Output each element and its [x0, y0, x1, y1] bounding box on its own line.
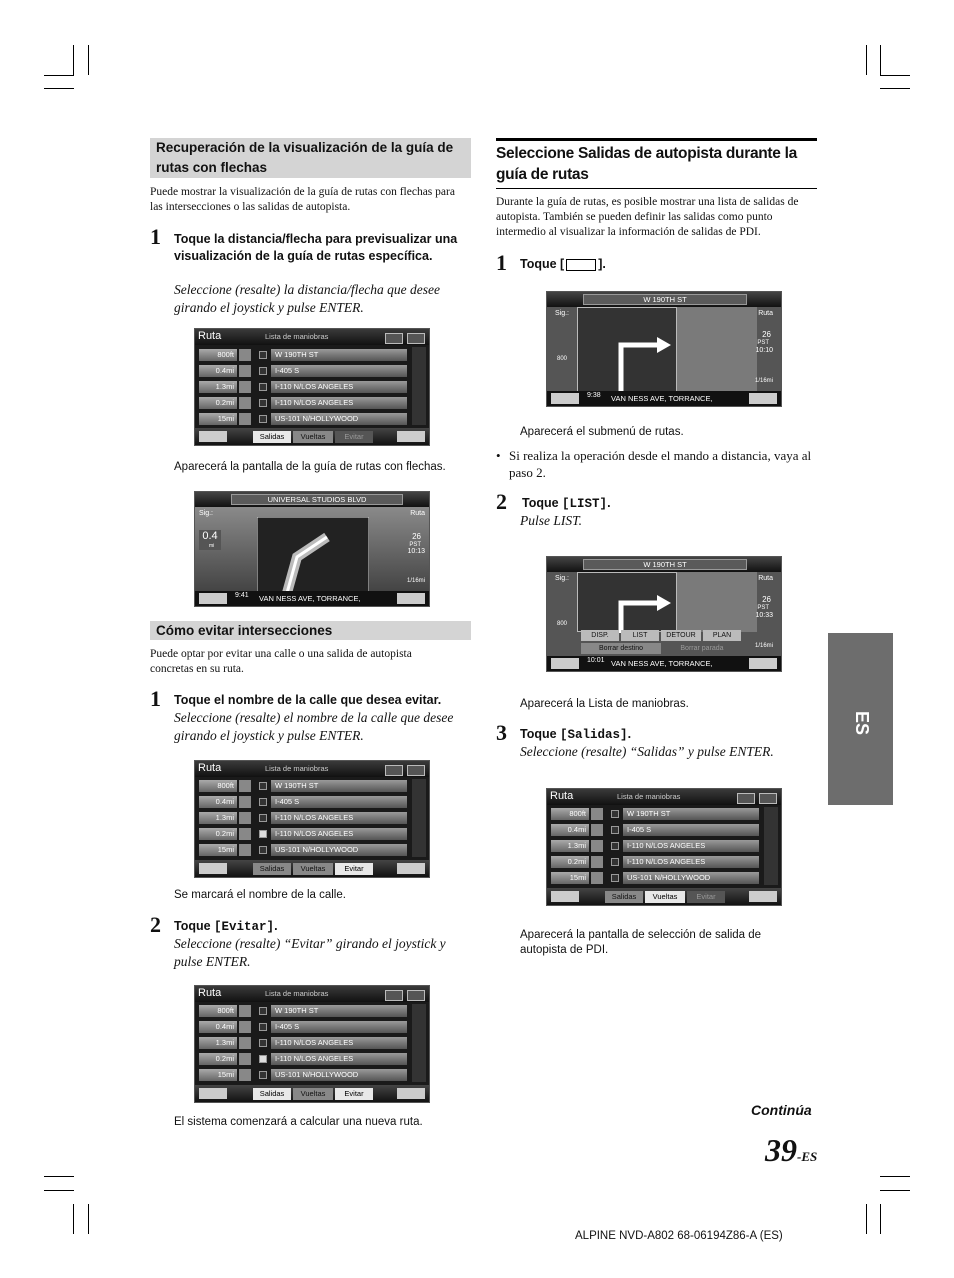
maneuver-distance: 0.2mi — [199, 1053, 237, 1065]
turn-arrow-icon — [239, 397, 251, 409]
turn-arrow-icon — [239, 1069, 251, 1081]
step-number: 1 — [496, 250, 507, 275]
step-instruction — [520, 726, 720, 744]
caption-link: Lista de maniobras — [588, 698, 686, 710]
maneuver-distance: 1.3mi — [199, 812, 237, 824]
intro-paragraph: Puede mostrar la visualización de la guía de rutas con flechas para las intersecciones o las salidas de autopista. — [150, 186, 455, 213]
caption — [520, 697, 689, 712]
screen-route-menu — [546, 556, 782, 672]
checkbox-icon — [611, 826, 619, 834]
screen-subtitle: Lista de maniobras — [265, 989, 329, 998]
maneuver-distance: 0.2mi — [199, 828, 237, 840]
maneuver-distance: 0.2mi — [199, 397, 237, 409]
maneuver-street: I-405 S — [271, 796, 407, 808]
checkbox-icon — [611, 858, 619, 866]
screen-arrow-guide — [194, 491, 430, 607]
turn-arrow-icon — [591, 856, 603, 868]
map-header — [195, 492, 429, 507]
screen-footer — [195, 1085, 429, 1102]
screen-title: Ruta — [198, 987, 222, 999]
language-tab-label: ES — [852, 711, 872, 736]
back-button[interactable] — [551, 393, 579, 404]
step-text: Toque [ — [520, 257, 565, 271]
menu-list[interactable]: LIST — [621, 630, 659, 641]
caption: Se marcará el nombre de la calle. — [174, 889, 346, 901]
step-text: Toque — [522, 496, 563, 510]
maneuver-distance: 15mi — [199, 844, 237, 856]
maneuver-street: US-101 N/HOLLYWOOD — [271, 844, 407, 856]
checkbox-icon — [259, 1023, 267, 1031]
screen-title: Ruta — [198, 762, 222, 774]
maneuver-distance: 800ft — [199, 349, 237, 361]
map-header — [547, 292, 781, 307]
map-area — [677, 307, 757, 393]
step-number: 1 — [150, 686, 161, 711]
maneuver-distance: 0.4mi — [199, 365, 237, 377]
back-button[interactable] — [199, 593, 227, 604]
maneuver-street: US-101 N/HOLLYWOOD — [271, 1069, 407, 1081]
step-instruction — [174, 918, 474, 936]
checkbox-icon — [259, 782, 267, 790]
maneuver-distance: 800ft — [199, 1005, 237, 1017]
scrollbar[interactable] — [412, 347, 426, 425]
distance-unit: mi — [209, 543, 215, 549]
section-header-flechas — [150, 138, 471, 178]
menu-borrar-parada[interactable]: Borrar parada — [663, 643, 741, 654]
current-location: VAN NESS AVE, TORRANCE, — [611, 394, 713, 403]
back-button[interactable] — [551, 658, 579, 669]
checkbox-icon — [259, 1071, 267, 1079]
step-number: 2 — [150, 912, 161, 937]
turn-arrow-icon — [591, 872, 603, 884]
screen-maneuver-list — [546, 788, 782, 906]
tab-evitar[interactable]: Evitar — [335, 431, 373, 443]
crop-mark — [44, 1190, 74, 1191]
screen-header — [195, 986, 429, 1002]
checkbox-icon — [259, 383, 267, 391]
maneuver-street: US-101 N/HOLLYWOOD — [271, 413, 407, 425]
turn-arrow-icon — [239, 1053, 251, 1065]
crop-mark — [880, 1176, 910, 1177]
maneuver-street: I-110 N/LOS ANGELES — [623, 840, 759, 852]
next-label: Sig.: — [199, 510, 214, 517]
tab-vueltas[interactable]: Vueltas — [293, 1088, 333, 1100]
checkbox-icon — [259, 351, 267, 359]
tab-vueltas[interactable]: Vueltas — [293, 431, 333, 443]
crop-mark — [44, 88, 74, 89]
step-text: . — [274, 919, 278, 933]
crop-mark — [88, 45, 89, 75]
route-label: Ruta — [758, 575, 773, 582]
maneuver-distance: 0.4mi — [199, 1021, 237, 1033]
eta-value: 10:33 — [755, 612, 773, 619]
crop-mark — [866, 1204, 867, 1234]
turn-arrow-icon — [591, 840, 603, 852]
tab-evitar[interactable]: Evitar — [687, 891, 725, 903]
maneuver-street: I-405 S — [271, 365, 407, 377]
continued-label: Continúa — [751, 1102, 812, 1118]
step-text: Toque — [520, 727, 561, 741]
screen-header — [547, 789, 781, 805]
maneuver-street: W 190TH ST — [271, 780, 407, 792]
crop-mark — [88, 1204, 89, 1234]
screen-footer — [195, 428, 429, 445]
step-text: ]. — [598, 257, 606, 271]
bullet-note — [496, 448, 818, 481]
maneuver-street: I-110 N/LOS ANGELES — [271, 1053, 407, 1065]
turn-arrow-icon — [239, 413, 251, 425]
maneuver-distance: 15mi — [199, 1069, 237, 1081]
map-footer — [195, 591, 429, 606]
maneuver-distance: 0.4mi — [199, 796, 237, 808]
crop-mark — [73, 1204, 74, 1234]
intro-paragraph: Puede optar por evitar una calle o una salida de autopista concretas en su ruta. — [150, 648, 412, 675]
speed-value: 26 — [412, 532, 421, 541]
page-number-suffix: -ES — [797, 1149, 818, 1164]
map-area — [677, 572, 757, 632]
maneuver-distance: 15mi — [199, 413, 237, 425]
step-number: 2 — [496, 489, 507, 514]
turn-arrow-icon — [239, 796, 251, 808]
checkbox-icon — [259, 367, 267, 375]
up-button[interactable] — [397, 1088, 425, 1099]
checkbox-icon — [259, 798, 267, 806]
turn-arrow-icon — [239, 1005, 251, 1017]
menu-disp[interactable]: DISP. — [581, 630, 619, 641]
map-scale: 1/16mi — [754, 643, 773, 649]
route-submenu-row2 — [581, 643, 745, 654]
maneuver-street: W 190TH ST — [271, 1005, 407, 1017]
maneuver-street: I-405 S — [271, 1021, 407, 1033]
maneuver-street: I-405 S — [623, 824, 759, 836]
intro-paragraph: Durante la guía de rutas, es posible mostrar una lista de salidas de autopista. También se pueden definir las salidas como punto intermedio al visualizar la información de salidas de PDI. — [496, 196, 799, 238]
maneuver-distance: 0.4mi — [551, 824, 589, 836]
crop-mark — [880, 88, 910, 89]
step-text: . — [607, 496, 611, 510]
eta-label: PST — [757, 340, 769, 346]
checkbox-icon — [259, 399, 267, 407]
checkmark-icon — [259, 1055, 267, 1063]
turn-arrow-icon — [239, 1037, 251, 1049]
next-distance: 800 — [557, 621, 568, 627]
maneuver-street: US-101 N/HOLLYWOOD — [623, 872, 759, 884]
crop-mark — [866, 45, 867, 75]
screen-header — [195, 329, 429, 345]
turn-arrow-icon — [239, 349, 251, 361]
back-button[interactable] — [199, 863, 227, 874]
key-label: [LIST] — [562, 497, 608, 511]
caption: El sistema comenzará a calcular una nueva ruta. — [174, 1116, 423, 1128]
current-street: W 190TH ST — [583, 294, 747, 305]
tab-evitar[interactable]: Evitar — [335, 1088, 373, 1100]
footer-model: ALPINE NVD-A802 68-06194Z86-A (ES) — [575, 1230, 783, 1242]
up-button[interactable] — [397, 431, 425, 442]
caption: Aparecerá la pantalla de la guía de rutas con flechas. — [174, 461, 446, 473]
turn-arrow-icon — [239, 780, 251, 792]
bullet-text: Si realiza la operación desde el mando a distancia, vaya al paso 2. — [509, 448, 812, 480]
crop-mark — [880, 75, 910, 76]
maneuver-distance: 1.3mi — [199, 1037, 237, 1049]
turn-arrow-icon — [239, 365, 251, 377]
map-scale: 1/16mi — [754, 378, 773, 384]
next-label: Sig.: — [555, 310, 570, 317]
current-street: UNIVERSAL STUDIOS BLVD — [231, 494, 403, 505]
caption: Aparecerá la pantalla de selección de salida de autopista de PDI. — [520, 929, 762, 956]
step-text: Toque — [174, 919, 215, 933]
maneuver-distance: 1.3mi — [551, 840, 589, 852]
up-button[interactable] — [397, 593, 425, 604]
speed-value: 26 — [762, 595, 771, 604]
map-header — [547, 557, 781, 572]
screen-subtitle: Lista de maniobras — [265, 332, 329, 341]
menu-detour[interactable]: DETOUR — [661, 630, 701, 641]
crop-mark — [880, 1190, 910, 1191]
turn-arrow-icon — [591, 824, 603, 836]
screen-map-guide — [546, 291, 782, 407]
bullet-icon: • — [496, 448, 501, 463]
tab-salidas[interactable]: Salidas — [253, 1088, 291, 1100]
eta-label: PST — [409, 542, 421, 548]
screen-title: Ruta — [198, 330, 222, 342]
maneuver-street: W 190TH ST — [271, 349, 407, 361]
section-header-evitar — [150, 621, 471, 640]
maneuver-distance: 800ft — [551, 808, 589, 820]
checkbox-icon — [611, 810, 619, 818]
tab-vueltas[interactable]: Vueltas — [645, 891, 685, 903]
route-arrow-icon — [607, 587, 677, 633]
step-number: 1 — [150, 224, 161, 249]
key-label: [Evitar] — [214, 920, 275, 934]
caption-text: Aparecerá la — [520, 698, 589, 710]
turn-arrow-icon — [239, 844, 251, 856]
crop-mark — [880, 45, 881, 75]
screen-maneuver-list — [194, 328, 430, 446]
screen-footer — [547, 888, 781, 905]
turn-arrow-icon — [239, 828, 251, 840]
speed-value: 26 — [762, 330, 771, 339]
screen-maneuver-list — [194, 985, 430, 1103]
route-label: Ruta — [410, 510, 425, 517]
language-tab — [828, 633, 893, 805]
step-instruction: Toque la distancia/flecha para previsualizar una visualización de la guía de rutas específica. — [174, 232, 458, 263]
checkbox-icon — [259, 846, 267, 854]
clock: 9:38 — [587, 392, 601, 399]
turn-arrow-icon — [239, 1021, 251, 1033]
turn-arrow-icon — [591, 808, 603, 820]
current-location: VAN NESS AVE, TORRANCE, — [259, 594, 361, 603]
tab-vueltas[interactable]: Vueltas — [293, 863, 333, 875]
maneuver-street: I-110 N/LOS ANGELES — [271, 1037, 407, 1049]
clock: 9:41 — [235, 592, 249, 599]
map-scale: 1/16mi — [406, 578, 425, 584]
tab-salidas[interactable]: Salidas — [253, 431, 291, 443]
step-instruction — [522, 495, 722, 513]
up-button[interactable] — [397, 863, 425, 874]
maneuver-street: I-110 N/LOS ANGELES — [271, 812, 407, 824]
maneuver-distance: 15mi — [551, 872, 589, 884]
screen-subtitle: Lista de maniobras — [617, 792, 681, 801]
tab-salidas[interactable]: Salidas — [605, 891, 643, 903]
clock: 10:01 — [587, 657, 605, 664]
back-button[interactable] — [199, 1088, 227, 1099]
current-location: VAN NESS AVE, TORRANCE, — [611, 659, 713, 668]
menu-borrar-destino[interactable]: Borrar destino — [581, 643, 661, 654]
maneuver-street: I-110 N/LOS ANGELES — [271, 828, 407, 840]
map-footer — [547, 391, 781, 406]
step-detail: Seleccione (resalte) el nombre de la calle que desee girando el joystick y pulse ENTER. — [174, 710, 454, 743]
page-number — [765, 1132, 817, 1169]
maneuver-street: W 190TH ST — [623, 808, 759, 820]
back-button[interactable] — [551, 891, 579, 902]
crop-mark — [44, 1176, 74, 1177]
header-rule — [496, 188, 817, 189]
maneuver-street: I-110 N/LOS ANGELES — [271, 381, 407, 393]
maneuver-distance: 0.2mi — [551, 856, 589, 868]
screen-subtitle: Lista de maniobras — [265, 764, 329, 773]
section-header-text: Recuperación de la visualización de la guía de rutas con flechas — [156, 140, 454, 175]
next-distance-value: 0.4 — [202, 530, 218, 542]
screen-title: Ruta — [550, 790, 574, 802]
step-detail: Seleccione (resalte) la distancia/flecha que desee girando el joystick y pulse ENTER. — [174, 282, 441, 315]
step-instruction — [520, 256, 720, 273]
tab-salidas[interactable]: Salidas — [253, 863, 291, 875]
crop-mark — [73, 45, 74, 75]
checkbox-icon — [259, 415, 267, 423]
step-number: 3 — [496, 720, 507, 745]
checkbox-icon — [259, 814, 267, 822]
scrollbar[interactable] — [412, 1004, 426, 1082]
section-header-text: Cómo evitar intersecciones — [156, 623, 333, 638]
section-header-salidas: Seleccione Salidas de autopista durante la guía de rutas — [496, 145, 797, 183]
step-detail: Seleccione (resalte) “Evitar” girando el joystick y pulse ENTER. — [174, 936, 446, 969]
tab-evitar[interactable]: Evitar — [335, 863, 373, 875]
route-label: Ruta — [758, 310, 773, 317]
eta-value: 10:10 — [755, 347, 773, 354]
page-number-value: 39 — [765, 1132, 797, 1168]
maneuver-distance: 1.3mi — [199, 381, 237, 393]
turn-arrow-icon — [239, 381, 251, 393]
up-button[interactable] — [749, 658, 777, 669]
up-button[interactable] — [749, 393, 777, 404]
map-footer — [547, 656, 781, 671]
up-button[interactable] — [749, 891, 777, 902]
checkbox-icon — [259, 1007, 267, 1015]
scrollbar[interactable] — [412, 779, 426, 857]
checkbox-icon — [611, 842, 619, 850]
checkbox-icon — [259, 1039, 267, 1047]
caption-text: . — [685, 698, 689, 710]
step-text: . — [627, 727, 632, 741]
current-street: W 190TH ST — [583, 559, 747, 570]
key-label: [Salidas] — [560, 728, 628, 742]
next-label: Sig.: — [555, 575, 570, 582]
crop-mark — [44, 75, 74, 76]
eta-value: 10:13 — [407, 548, 425, 555]
turn-arrow-icon — [239, 812, 251, 824]
route-submenu — [581, 630, 745, 641]
arrow-guide-graphic — [257, 517, 369, 593]
step-detail: Seleccione (resalte) “Salidas” y pulse ENTER. — [520, 744, 774, 759]
checkmark-icon — [259, 830, 267, 838]
maneuver-distance: 800ft — [199, 780, 237, 792]
back-button[interactable] — [199, 431, 227, 442]
menu-plan[interactable]: PLAN — [703, 630, 741, 641]
step-instruction: Toque el nombre de la calle que desea evitar. — [174, 693, 442, 707]
scrollbar[interactable] — [764, 807, 778, 885]
eta-label: PST — [757, 605, 769, 611]
header-rule — [496, 138, 817, 141]
route-arrow-icon — [607, 327, 677, 393]
checkbox-icon — [611, 874, 619, 882]
maneuver-street: I-110 N/LOS ANGELES — [623, 856, 759, 868]
maneuver-street: I-110 N/LOS ANGELES — [271, 397, 407, 409]
screen-header — [195, 761, 429, 777]
step-detail: Pulse LIST. — [520, 513, 583, 528]
crop-mark — [880, 1204, 881, 1234]
screen-footer — [195, 860, 429, 877]
screen-maneuver-list — [194, 760, 430, 878]
route-menu-icon — [566, 259, 596, 271]
next-distance: 800 — [557, 356, 568, 362]
caption: Aparecerá el submenú de rutas. — [520, 426, 684, 438]
